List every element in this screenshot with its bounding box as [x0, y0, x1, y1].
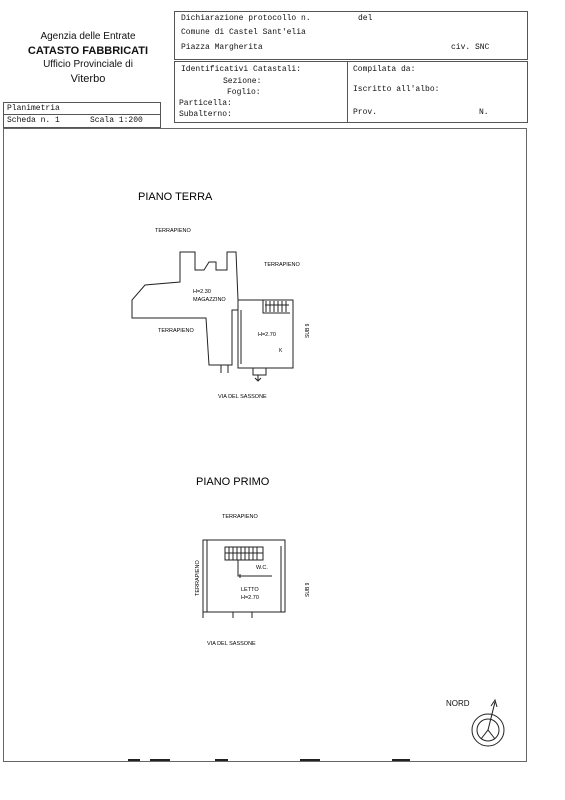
prov-label: Prov.	[353, 108, 378, 117]
declaration-date-label: del	[358, 14, 373, 23]
sheet-bottom-marks	[0, 755, 565, 765]
sub-label: SUB 9	[305, 323, 311, 338]
catasto-title: CATASTO FABBRICATI	[27, 45, 149, 57]
sezione-label: Sezione:	[223, 77, 262, 86]
street-label: VIA DEL SASSONE	[218, 394, 267, 400]
ufficio-label: Ufficio Provinciale di	[43, 59, 133, 70]
agency-name: Agenzia delle Entrate	[40, 31, 136, 42]
terrapieno-label: TERRAPIENO	[155, 228, 191, 234]
terrapieno-label: TERRAPIENO	[264, 262, 300, 268]
compilata-label: Compilata da:	[353, 65, 416, 74]
street-label: VIA DEL SASSONE	[207, 641, 256, 647]
room-name-label: LETTO	[241, 587, 259, 593]
kitchen-label: K	[279, 348, 283, 354]
room-height-label: H=2.70	[241, 595, 259, 601]
subalterno-label: Subalterno:	[179, 110, 232, 119]
scheda-label: Scheda n. 1	[7, 116, 60, 125]
room-name-label: MAGAZZINO	[193, 297, 226, 303]
ufficio-city: Viterbo	[70, 73, 106, 85]
north-label: NORD	[446, 699, 470, 708]
compass-north-icon	[468, 692, 508, 752]
sub-label: SUB 9	[305, 582, 311, 597]
foglio-label: Foglio:	[227, 88, 261, 97]
comune-label: Comune di Castel Sant'elia	[181, 28, 306, 37]
particella-label: Particella:	[179, 99, 232, 108]
number-label: N.	[479, 108, 489, 117]
declaration-protocol-label: Dichiarazione protocollo n.	[181, 14, 311, 23]
identifiers-title: Identificativi Catastali:	[181, 65, 302, 74]
terrapieno-label: TERRAPIENO	[195, 560, 201, 596]
planimetria-title: Planimetria	[7, 104, 60, 113]
scala-label: Scala 1:200	[90, 116, 143, 125]
address-label: Piazza Margherita	[181, 43, 263, 52]
terrapieno-label: TERRAPIENO	[222, 514, 258, 520]
civic-number-label: civ. SNC	[451, 43, 490, 52]
ground-floor-title: PIANO TERRA	[138, 191, 213, 203]
room-height-label: H=2.30	[193, 289, 211, 295]
terrapieno-label: TERRAPIENO	[158, 328, 194, 334]
wc-label: W.C.	[256, 565, 268, 571]
first-floor-title: PIANO PRIMO	[196, 476, 270, 488]
room-height-label: H=2.70	[258, 332, 276, 338]
iscritto-label: Iscritto all'albo:	[353, 85, 440, 94]
